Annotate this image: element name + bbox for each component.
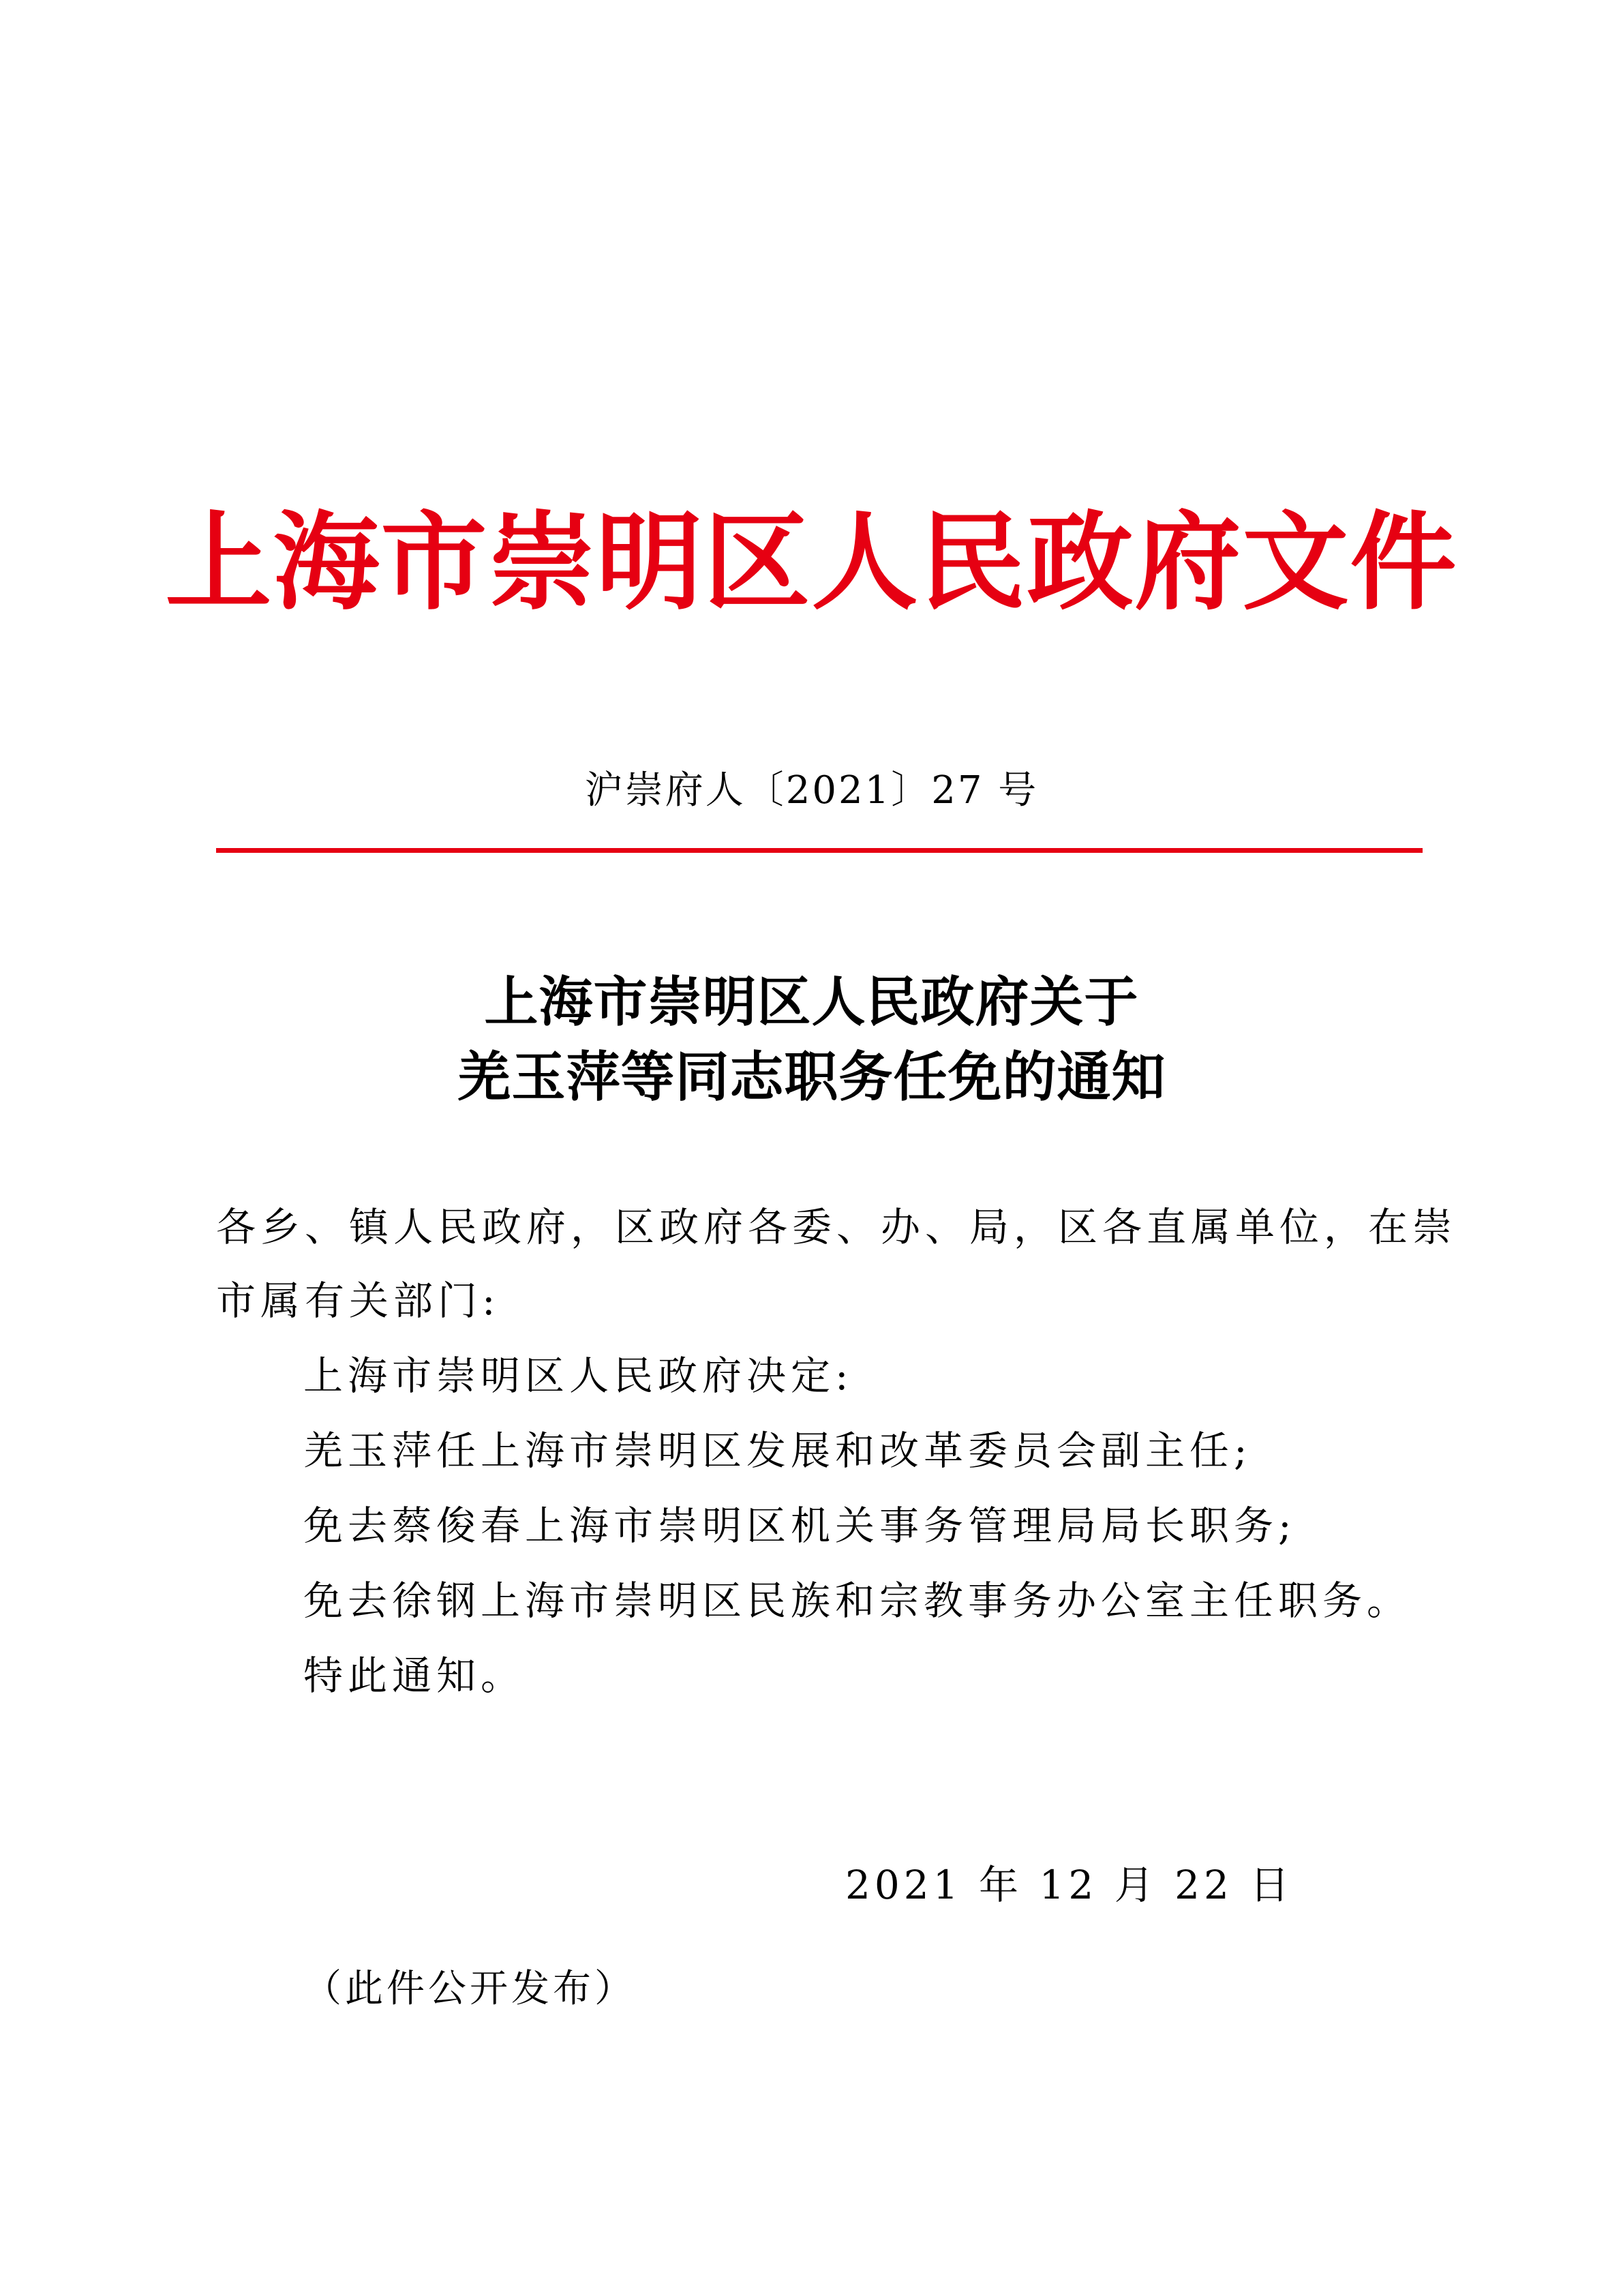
document-masthead: 上海市崇明区人民政府文件 (165, 500, 1458, 624)
issue-date: 2021 年 12 月 22 日 (845, 1862, 1294, 1908)
body-paragraph-appointment: 羌玉萍任上海市崇明区发展和改革委员会副主任; (303, 1428, 1252, 1474)
red-divider-line (216, 848, 1423, 853)
addressee-line-2: 市属有关部门: (216, 1278, 500, 1324)
body-paragraph-removal-2: 免去徐钢上海市崇明区民族和宗教事务办公室主任职务。 (303, 1577, 1412, 1624)
body-paragraph-removal-1: 免去蔡俊春上海市崇明区机关事务管理局局长职务; (303, 1502, 1296, 1549)
notice-title-line-1: 上海市崇明区人民政府关于 (484, 970, 1139, 1033)
notice-title-line-2: 羌玉萍等同志职务任免的通知 (457, 1045, 1166, 1108)
addressee-line-1: 各乡、镇人民政府，区政府各委、办、局，区各直属单位，在崇 (216, 1204, 1457, 1250)
body-paragraph-closing: 特此通知。 (303, 1652, 526, 1699)
document-number: 沪崇府人〔2021〕27 号 (584, 768, 1039, 813)
body-paragraph-decision: 上海市崇明区人民政府决定: (303, 1353, 853, 1399)
disclosure-note: （此件公开发布） (303, 1967, 636, 2011)
